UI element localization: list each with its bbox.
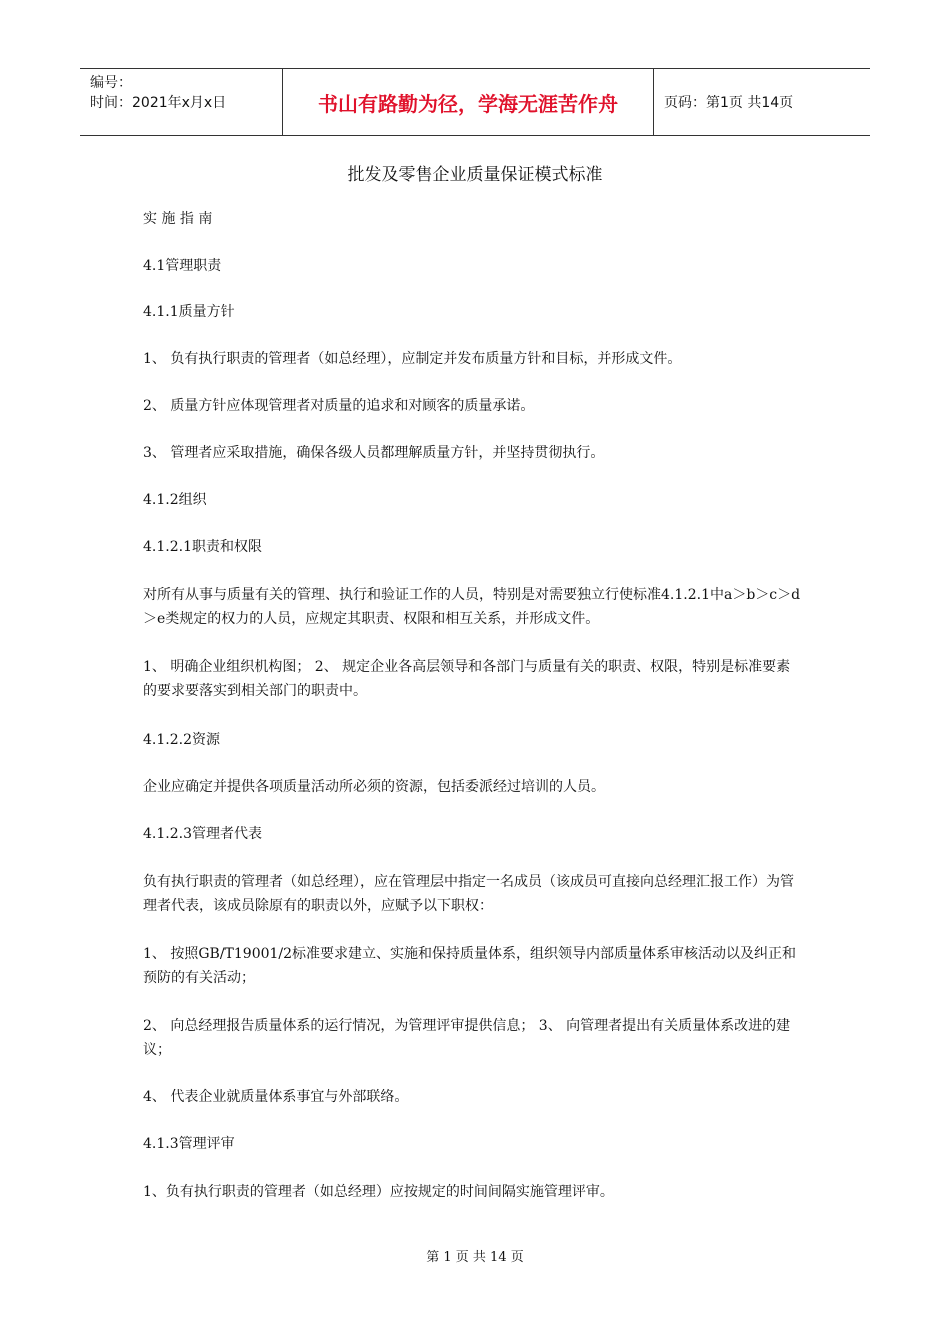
body-paragraph: 1、 明确企业组织机构图； 2、 规定企业各高层领导和各部门与质量有关的职责、权限，特别是标准要素的要求要落实到相关部门的职责中。 [143,659,791,699]
header-page-info: 页码：第1页 共14页 [664,95,794,111]
body-paragraph: 1、 负有执行职责的管理者（如总经理），应制定并发布质量方针和目标，并形成文件。 [143,351,682,367]
page-footer: 第 1 页 共 14 页 [426,1250,524,1265]
section-heading: 4.1.2.1职责和权限 [143,539,262,555]
body-paragraph: 负有执行职责的管理者（如总经理），应在管理层中指定一名成员（该成员可直接向总经理汇报工作）为管理者代表，该成员除原有的职责以外，应赋予以下职权： [143,874,794,914]
body-paragraph: 4、 代表企业就质量体系事宜与外部联络。 [143,1089,409,1105]
section-heading: 4.1.3管理评审 [143,1136,235,1152]
body-paragraph: 2、 质量方针应体现管理者对质量的追求和对顾客的质量承诺。 [143,398,535,414]
header-motto: 书山有路勤为径，学海无涯苦作舟 [282,69,654,135]
body-paragraph: 3、 管理者应采取措施，确保各级人员都理解质量方针，并坚持贯彻执行。 [143,445,605,461]
header-meta [80,69,282,135]
section-heading: 4.1管理职责 [143,258,222,274]
header-table [80,68,870,136]
body-paragraph: 对所有从事与质量有关的管理、执行和验证工作的人员，特别是对需要独立行使标准4.1.2.1中a＞b＞c＞d＞e类规定的权力的人员，应规定其职责、权限和相互关系，并形成文件。 [143,587,801,627]
body-paragraph: 1、 按照GB/T19001/2标准要求建立、实施和保持质量体系，组织领导内部质量体系审核活动以及纠正和预防的有关活动； [143,946,797,986]
section-heading: 4.1.2组织 [143,492,207,508]
section-heading: 实 施 指 南 [143,211,213,227]
body-paragraph: 2、 向总经理报告质量体系的运行情况，为管理评审提供信息； 3、 向管理者提出有关质量体系改进的建议； [143,1018,791,1058]
time-label: 时间：2021年x月x日 [90,95,227,111]
number-label: 编号： [90,75,132,91]
body-paragraph: 1、负有执行职责的管理者（如总经理）应按规定的时间间隔实施管理评审。 [143,1184,614,1200]
section-heading: 4.1.2.2资源 [143,732,220,748]
section-heading: 4.1.2.3管理者代表 [143,826,262,842]
section-heading: 4.1.1质量方针 [143,304,235,320]
document-title: 批发及零售企业质量保证模式标准 [347,165,603,185]
body-paragraph: 企业应确定并提供各项质量活动所必须的资源，包括委派经过培训的人员。 [143,779,605,795]
